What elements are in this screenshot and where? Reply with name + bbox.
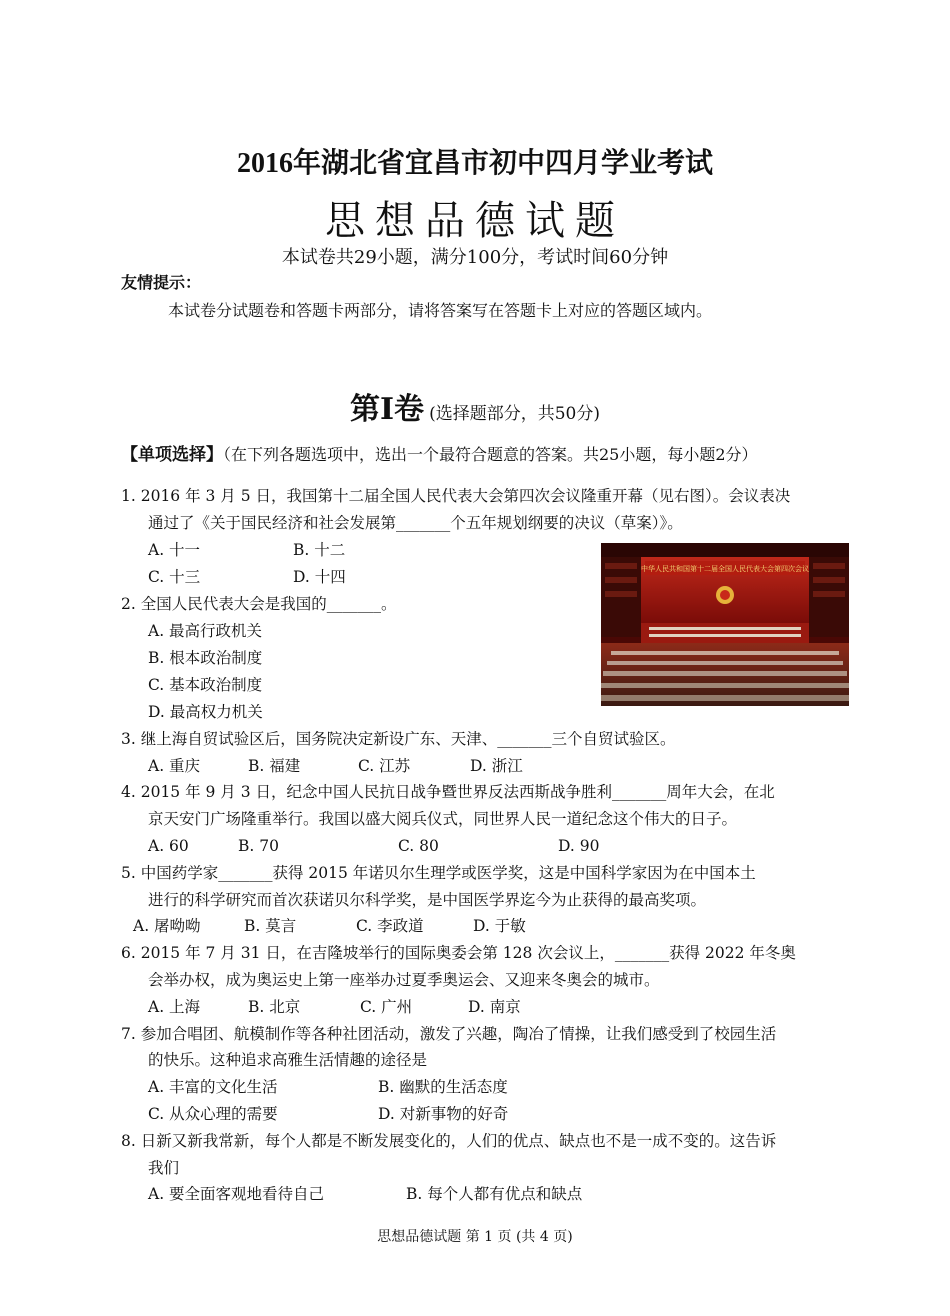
- section-instruction: [121, 440, 758, 465]
- question-1-line2: 通过了《关于国民经济和社会发展第_______个五年规划纲要的决议（草案）》。: [148, 514, 683, 532]
- section-title: 第Ⅰ卷: [349, 392, 425, 427]
- tips-label: 友情提示：: [121, 273, 202, 292]
- question-7-option-c: C. 从众心理的需要: [148, 1105, 278, 1123]
- section-note: (选择题部分，共50分): [429, 404, 601, 424]
- question-6-line2: 会举办权，成为奥运史上第一座举办过夏季奥运会、又迎来冬奥会的城市。: [148, 971, 660, 989]
- question-5-option-d: D. 于敏: [473, 917, 526, 935]
- question-4-line1: 4. 2015 年 9 月 3 日，纪念中国人民抗日战争暨世界反法西斯战争胜利_______周年大会，在北: [121, 783, 775, 801]
- congress-photo: [601, 543, 849, 706]
- photo-banner: 中华人民共和国第十二届全国人民代表大会第四次会议: [641, 565, 809, 573]
- question-4-line2: 京天安门广场隆重举行。我国以盛大阅兵仪式，同世界人民一道纪念这个伟大的日子。: [148, 810, 738, 828]
- question-4-option-c: C. 80: [398, 837, 439, 855]
- question-1-option-c: C. 十三: [148, 568, 201, 586]
- question-5-option-b: B. 莫言: [244, 917, 297, 935]
- question-4-option-d: D. 90: [558, 837, 600, 855]
- instruction-text: （在下列各题选项中，选出一个最符合题意的答案。共25小题，每小题2分）: [223, 445, 758, 464]
- subject-title: 思想品德试题: [325, 198, 625, 244]
- question-4-option-b: B. 70: [238, 837, 279, 855]
- question-5-line2: 进行的科学研究而首次获诺贝尔科学奖，是中国医学界迄今为止获得的最高奖项。: [148, 891, 707, 909]
- question-3-option-c: C. 江苏: [358, 757, 411, 775]
- question-1-line1: 1. 2016 年 3 月 5 日，我国第十二届全国人民代表大会第四次会议隆重开幕（见右图）。会议表决: [121, 487, 791, 505]
- question-1-option-a: A. 十一: [148, 541, 201, 559]
- question-4-option-a: A. 60: [148, 837, 189, 855]
- question-5-option-a: A. 屠呦呦: [133, 917, 201, 935]
- question-5-option-c: C. 李政道: [356, 917, 424, 935]
- question-7-option-b: B. 幽默的生活态度: [378, 1078, 508, 1096]
- question-1-option-d: D. 十四: [293, 568, 346, 586]
- question-3-option-b: B. 福建: [248, 757, 301, 775]
- instruction-label: 【单项选择】: [121, 445, 223, 465]
- question-8-option-a: A. 要全面客观地看待自己: [148, 1185, 325, 1203]
- question-5-line1: 5. 中国药学家_______获得 2015 年诺贝尔生理学或医学奖，这是中国科学家因为在中国本土: [121, 864, 756, 882]
- question-6-line1: 6. 2015 年 7 月 31 日，在吉隆坡举行的国际奥委会第 128 次会议上，_______获得 2022 年冬奥: [121, 944, 796, 962]
- question-7-option-d: D. 对新事物的好奇: [378, 1105, 509, 1123]
- question-8-option-b: B. 每个人都有优点和缺点: [406, 1185, 583, 1203]
- question-6-option-a: A. 上海: [148, 998, 201, 1016]
- question-7-option-a: A. 丰富的文化生活: [148, 1078, 278, 1096]
- exam-title: 2016年湖北省宜昌市初中四月学业考试: [236, 148, 713, 179]
- question-1-option-b: B. 十二: [293, 541, 346, 559]
- question-6-option-d: D. 南京: [468, 998, 521, 1016]
- question-6-option-c: C. 广州: [360, 998, 413, 1016]
- question-6-option-b: B. 北京: [248, 998, 301, 1016]
- question-2-option-a: A. 最高行政机关: [148, 622, 263, 640]
- exam-info: 本试卷共29小题，满分100分，考试时间60分钟: [281, 247, 669, 268]
- question-2-line1: 2. 全国人民代表大会是我国的_______。: [121, 595, 397, 613]
- question-3-line1: 3. 继上海自贸试验区后，国务院决定新设广东、天津、_______三个自贸试验区。: [121, 730, 676, 748]
- question-8-line2: 我们: [148, 1159, 180, 1177]
- page-footer: 思想品德试题 第 1 页 (共 4 页): [377, 1229, 573, 1245]
- question-8-line1: 8. 日新又新我常新，每个人都是不断发展变化的，人们的优点、缺点也不是一成不变的。这告诉: [121, 1132, 777, 1150]
- tips-text: 本试卷分试题卷和答题卡两部分，请将答案写在答题卡上对应的答题区域内。: [168, 301, 713, 320]
- section-heading: [0, 384, 950, 428]
- question-7-line2: 的快乐。这种追求高雅生活情趣的途径是: [148, 1051, 428, 1069]
- question-2-option-d: D. 最高权力机关: [148, 703, 263, 721]
- question-3-option-a: A. 重庆: [148, 757, 201, 775]
- question-2-option-b: B. 根本政治制度: [148, 649, 263, 667]
- question-7-line1: 7. 参加合唱团、航模制作等各种社团活动，激发了兴趣，陶冶了情操，让我们感受到了校园生活: [121, 1025, 777, 1043]
- question-2-option-c: C. 基本政治制度: [148, 676, 263, 694]
- question-3-option-d: D. 浙江: [470, 757, 523, 775]
